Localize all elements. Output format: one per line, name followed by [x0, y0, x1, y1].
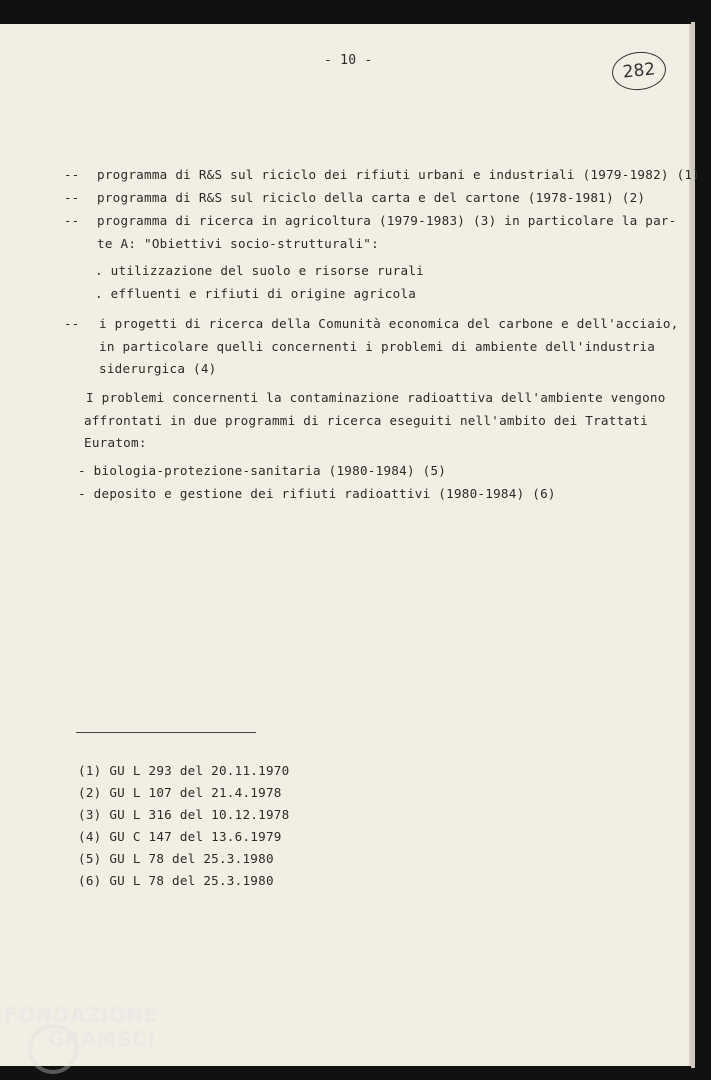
archive-stamp-number: 282 — [621, 59, 657, 83]
footnote-divider — [76, 732, 256, 733]
sub-list-item: . utilizzazione del suolo e risorse rurali — [95, 263, 424, 278]
watermark-line2: GRAMSCI — [48, 1027, 156, 1051]
watermark — [4, 1003, 158, 1051]
footnote: (1) GU L 293 del 20.11.1970 — [78, 763, 290, 778]
list-item: i progetti di ricerca della Comunità economica del carbone e dell'acciaio, — [99, 316, 679, 331]
footnote: (4) GU C 147 del 13.6.1979 — [78, 829, 282, 844]
list-item: programma di ricerca in agricoltura (1979-1983) (3) in particolare la par- — [97, 213, 677, 228]
list-bullet: -- — [64, 190, 80, 205]
footnote: (6) GU L 78 del 25.3.1980 — [78, 873, 274, 888]
list-item-continuation: siderurgica (4) — [99, 361, 217, 376]
list-item-continuation: in particolare quelli concernenti i problemi di ambiente dell'industria — [99, 339, 656, 354]
list-item: programma di R&S sul riciclo della carta e del cartone (1978-1981) (2) — [97, 190, 646, 205]
list-bullet: -- — [64, 213, 80, 228]
list-item-continuation: te A: "Obiettivi socio-strutturali": — [97, 236, 379, 251]
paragraph-line: I problemi concernenti la contaminazione radioattiva dell'ambiente vengono — [86, 390, 666, 405]
list-bullet: -- — [64, 316, 80, 331]
page-number: - 10 - — [324, 53, 373, 68]
footnote: (5) GU L 78 del 25.3.1980 — [78, 851, 274, 866]
euratom-item: - deposito e gestione dei rifiuti radioattivi (1980-1984) (6) — [78, 486, 556, 501]
list-bullet: -- — [64, 167, 80, 182]
footnote: (2) GU L 107 del 21.4.1978 — [78, 785, 282, 800]
sub-list-item: . effluenti e rifiuti di origine agricola — [95, 286, 417, 301]
list-item: programma di R&S sul riciclo dei rifiuti urbani e industriali (1979-1982) (1) — [97, 167, 701, 182]
euratom-item: - biologia-protezione-sanitaria (1980-1984) (5) — [78, 463, 447, 478]
paragraph-line: Euratom: — [84, 435, 147, 450]
paragraph-line: affrontati in due programmi di ricerca eseguiti nell'ambito dei Trattati — [84, 413, 648, 428]
footnote: (3) GU L 316 del 10.12.1978 — [78, 807, 290, 822]
watermark-line1: FONDAZIONE — [4, 1003, 158, 1027]
